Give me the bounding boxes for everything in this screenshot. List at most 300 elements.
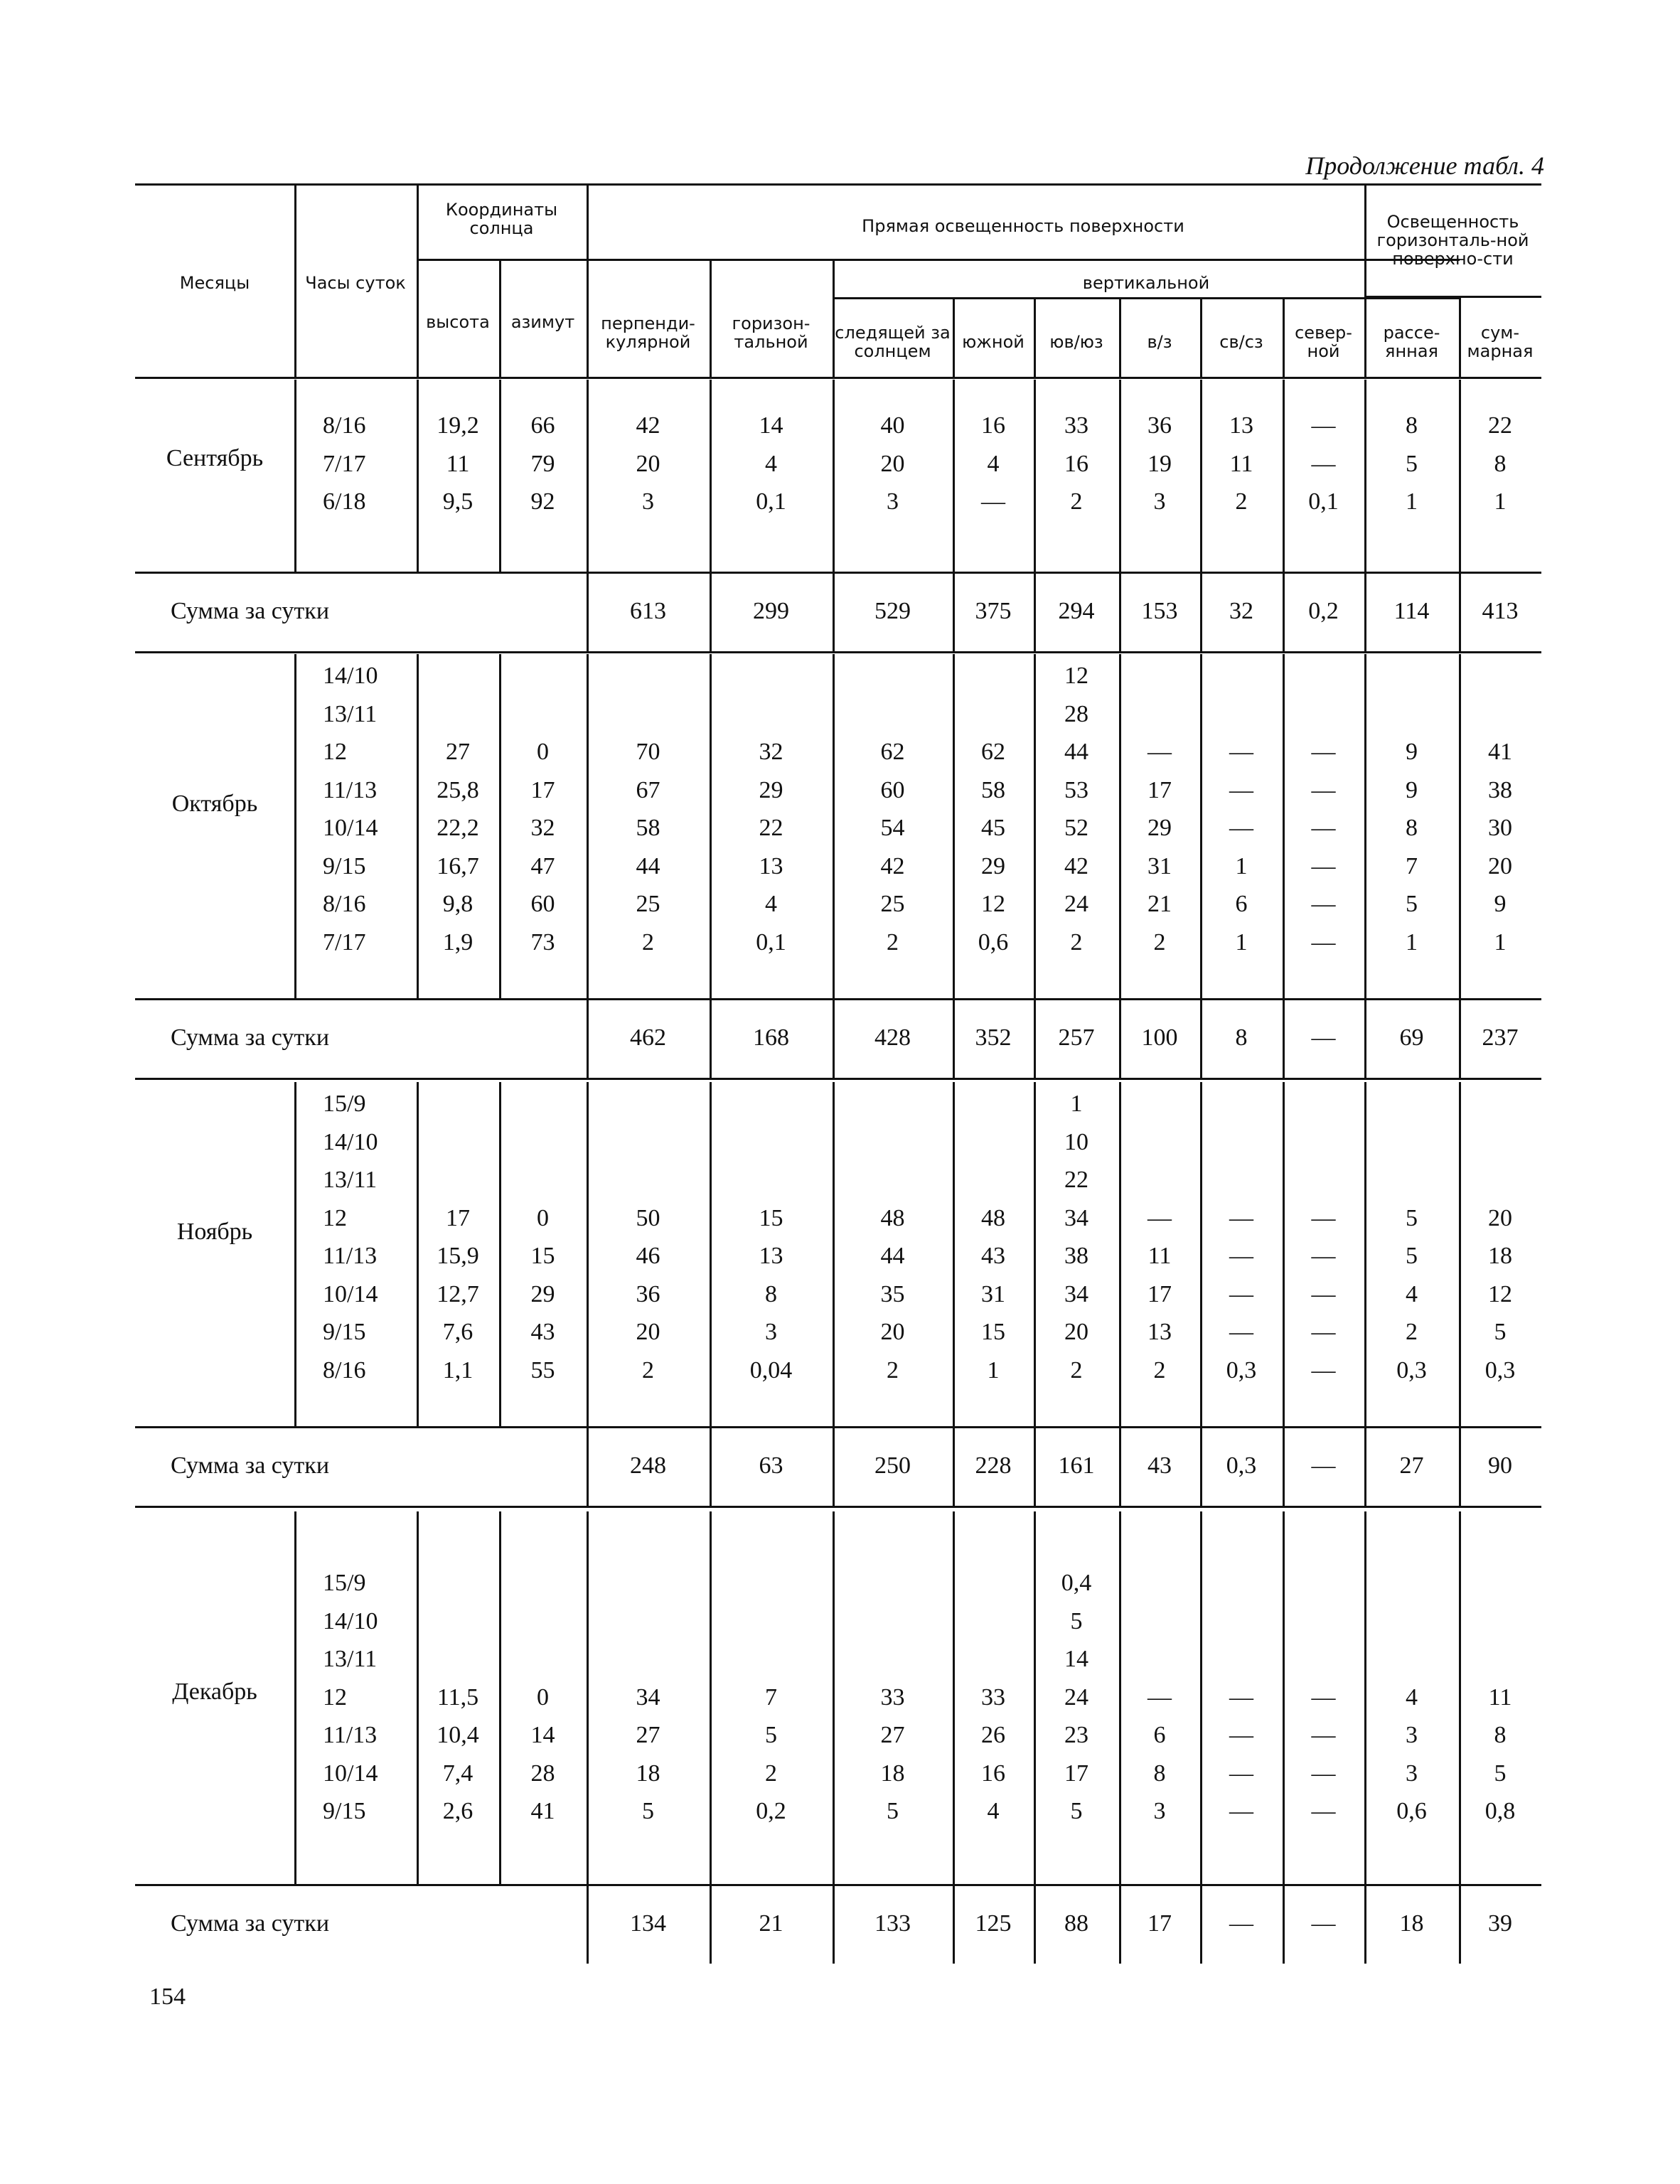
table-cell: 34 xyxy=(1064,1280,1088,1307)
table-cell: 17 xyxy=(1147,1280,1172,1307)
table-cell: 33 xyxy=(1064,412,1088,439)
hours-value: 12 xyxy=(323,1684,347,1711)
table-cell: 1 xyxy=(1494,488,1507,515)
table-cell: — xyxy=(1229,1204,1253,1231)
hours-value: 9/15 xyxy=(323,1319,366,1345)
sum-cell: 88 xyxy=(1064,1910,1088,1937)
sum-cell: — xyxy=(1311,1452,1336,1479)
sum-cell: 237 xyxy=(1482,1024,1519,1051)
table-cell: 1 xyxy=(1494,928,1507,956)
header-vline xyxy=(1283,297,1285,377)
table-cell: 29 xyxy=(759,776,783,803)
table-cell: 42 xyxy=(1064,852,1088,879)
table-cell: 22 xyxy=(759,815,783,841)
table-cell: 11 xyxy=(446,450,470,477)
table-cell: 4 xyxy=(987,1798,1000,1824)
table-cell: 7 xyxy=(765,1684,777,1711)
sum-cell: 39 xyxy=(1488,1910,1512,1937)
header-bottom-rule xyxy=(135,377,1541,379)
table-cell: 13 xyxy=(759,852,783,879)
table-cell: 22 xyxy=(1488,412,1512,439)
table-cell: 48 xyxy=(880,1204,905,1231)
table-cell: 47 xyxy=(530,852,555,879)
table-cell: 29 xyxy=(981,852,1005,879)
table-cell: 42 xyxy=(636,412,660,439)
hours-value: 10/14 xyxy=(323,1280,378,1307)
table-cell: 7,6 xyxy=(442,1319,473,1345)
table-cell: 31 xyxy=(1147,852,1172,879)
table-cell: 18 xyxy=(636,1760,660,1787)
table-cell: — xyxy=(1311,412,1336,439)
header-south: южной xyxy=(962,331,1024,352)
sum-cell: — xyxy=(1311,1024,1336,1051)
table-cell: — xyxy=(1311,1684,1336,1711)
header-ne-nw: св/сз xyxy=(1219,331,1263,352)
sum-cell: 32 xyxy=(1229,598,1253,624)
header-vline xyxy=(1034,297,1036,377)
sum-cell: 153 xyxy=(1141,598,1178,624)
hours-value: 8/16 xyxy=(323,891,366,917)
table-cell: 27 xyxy=(636,1722,660,1748)
header-se-sw: юв/юз xyxy=(1049,331,1103,352)
hours-value: 11/13 xyxy=(323,1722,378,1748)
table-cell: — xyxy=(1311,1356,1336,1383)
page-number: 154 xyxy=(149,1984,186,2010)
hours-value: 11/13 xyxy=(323,1243,378,1269)
table-cell: 5 xyxy=(1494,1760,1507,1787)
table-cell: 62 xyxy=(880,739,905,765)
sum-label: Сумма за сутки xyxy=(171,1024,330,1051)
table-cell: 5 xyxy=(765,1722,777,1748)
header-vline xyxy=(417,183,419,377)
table-cell: 8 xyxy=(1494,450,1507,477)
month-label: Октябрь xyxy=(171,791,258,817)
sum-cell: 294 xyxy=(1058,598,1095,624)
table-cell: 9 xyxy=(1494,891,1507,917)
header-hours: Часы суток xyxy=(305,273,406,293)
table-cell: 5 xyxy=(1070,1798,1083,1824)
table-cell: — xyxy=(1229,776,1253,803)
table-cell: 27 xyxy=(446,739,470,765)
sum-cell: 114 xyxy=(1393,598,1430,624)
table-cell: — xyxy=(1147,1204,1172,1231)
table-cell: 2 xyxy=(1070,488,1083,515)
sum-label: Сумма за сутки xyxy=(171,598,330,624)
table-cell: 14 xyxy=(1064,1646,1088,1672)
sum-cell: 250 xyxy=(874,1452,911,1479)
table-cell: 38 xyxy=(1488,776,1512,803)
table-cell: 6 xyxy=(1235,891,1248,917)
hours-value: 15/9 xyxy=(323,1570,366,1596)
table-cell: 0,8 xyxy=(1484,1798,1516,1824)
table-cell: 55 xyxy=(530,1356,555,1383)
header-horizontal-surface: Освещенность горизонталь-ной поверхно-сти xyxy=(1376,212,1529,269)
table-cell: 7 xyxy=(1406,852,1418,879)
header-vline xyxy=(1364,183,1366,377)
table-cell: 16,7 xyxy=(437,852,479,879)
hours-value: 14/10 xyxy=(323,663,378,689)
table-cell: 3 xyxy=(1153,1798,1166,1824)
hours-value: 13/11 xyxy=(323,1646,378,1672)
sum-cell: 100 xyxy=(1141,1024,1178,1051)
header-horizontal: горизон-тальной xyxy=(732,314,810,352)
table-cell: 58 xyxy=(981,776,1005,803)
hours-value: 7/17 xyxy=(323,450,366,477)
table-cell: 8 xyxy=(765,1280,777,1307)
table-cell: 25 xyxy=(880,891,905,917)
table-cell: — xyxy=(1311,1280,1336,1307)
table-cell: 20 xyxy=(880,450,905,477)
table-cell: 0,4 xyxy=(1061,1570,1092,1596)
table-cell: 19 xyxy=(1147,450,1172,477)
header-vline xyxy=(587,183,589,377)
table-cell: 50 xyxy=(636,1204,660,1231)
table-cell: 9,5 xyxy=(442,488,473,515)
table-cell: 1 xyxy=(1235,928,1248,956)
table-cell: 20 xyxy=(1064,1319,1088,1345)
table-cell: 52 xyxy=(1064,815,1088,841)
table-cell: 0 xyxy=(537,1204,549,1231)
table-cell: 54 xyxy=(880,815,905,841)
table-cell: — xyxy=(1311,1204,1336,1231)
header-vline xyxy=(1459,296,1461,377)
table-cell: 15 xyxy=(759,1204,783,1231)
table-cell: 36 xyxy=(636,1280,660,1307)
table-cell: 4 xyxy=(765,450,777,477)
body-vline xyxy=(294,380,296,572)
table-cell: 3 xyxy=(642,488,654,515)
sum-cell: 413 xyxy=(1482,598,1519,624)
header-vline xyxy=(1200,297,1202,377)
header-total: сум-марная xyxy=(1467,322,1534,361)
table-cell: 9 xyxy=(1406,776,1418,803)
table-cell: 4 xyxy=(1406,1280,1418,1307)
table-cell: 26 xyxy=(981,1722,1005,1748)
table-cell: 1 xyxy=(1406,928,1418,956)
table-cell: 11 xyxy=(1229,450,1253,477)
table-cell: 5 xyxy=(1070,1607,1083,1634)
sum-cell: 352 xyxy=(975,1024,1012,1051)
table-cell: 73 xyxy=(530,928,555,956)
sum-cell: 133 xyxy=(874,1910,911,1937)
header-months: Месяцы xyxy=(179,273,250,293)
header-direct-illumination: Прямая освещенность поверхности xyxy=(862,216,1184,236)
table-cell: 33 xyxy=(981,1684,1005,1711)
header-rule-horiz xyxy=(1364,296,1541,298)
table-cell: 4 xyxy=(987,450,1000,477)
table-cell: — xyxy=(1311,1243,1336,1269)
table-cell: 0,6 xyxy=(978,928,1009,956)
table-cell: 20 xyxy=(880,1319,905,1345)
table-cell: 0,6 xyxy=(1396,1798,1427,1824)
sum-cell: 299 xyxy=(753,598,789,624)
table-cell: 17 xyxy=(1147,776,1172,803)
sum-cell: 90 xyxy=(1488,1452,1512,1479)
table-cell: 16 xyxy=(981,412,1005,439)
table-cell: 29 xyxy=(1147,815,1172,841)
table-cell: 44 xyxy=(880,1243,905,1269)
table-cell: 4 xyxy=(1406,1684,1418,1711)
table-caption: Продолжение табл. 4 xyxy=(1305,151,1544,180)
header-vline xyxy=(710,259,712,377)
table-cell: — xyxy=(1311,1319,1336,1345)
table-cell: 17 xyxy=(446,1204,470,1231)
table-cell: 43 xyxy=(981,1243,1005,1269)
hours-value: 14/10 xyxy=(323,1128,378,1155)
hours-value: 12 xyxy=(323,1204,347,1231)
table-cell: 4 xyxy=(765,891,777,917)
table-cell: 1,1 xyxy=(442,1356,473,1383)
sum-cell: 63 xyxy=(759,1452,783,1479)
table-cell: 48 xyxy=(981,1204,1005,1231)
table-cell: 15 xyxy=(530,1243,555,1269)
header-diffuse: рассе-янная xyxy=(1383,322,1440,361)
table-cell: 1 xyxy=(1235,852,1248,879)
table-cell: 2 xyxy=(1070,928,1083,956)
table-cell: — xyxy=(1229,1319,1253,1345)
table-cell: 16 xyxy=(1064,450,1088,477)
table-cell: — xyxy=(1311,891,1336,917)
sum-cell: 529 xyxy=(874,598,911,624)
hours-value: 13/11 xyxy=(323,1167,378,1193)
table-cell: 2 xyxy=(1406,1319,1418,1345)
table-cell: 10 xyxy=(1064,1128,1088,1155)
table-cell: 30 xyxy=(1488,815,1512,841)
table-cell: 18 xyxy=(1488,1243,1512,1269)
body-vline xyxy=(294,1511,296,1884)
header-azimuth: азимут xyxy=(510,312,575,332)
table-cell: — xyxy=(1311,739,1336,765)
table-cell: 5 xyxy=(1406,1243,1418,1269)
header-sun-coords: Координаты солнца xyxy=(445,200,558,238)
sum-cell: 257 xyxy=(1058,1024,1095,1051)
table-cell: 8 xyxy=(1494,1722,1507,1748)
table-cell: 53 xyxy=(1064,776,1088,803)
sum-label: Сумма за сутки xyxy=(171,1452,330,1479)
table-cell: — xyxy=(981,488,1005,515)
hours-value: 9/15 xyxy=(323,852,366,879)
table-cell: — xyxy=(1229,1722,1253,1748)
table-cell: 36 xyxy=(1147,412,1172,439)
table-cell: 40 xyxy=(880,412,905,439)
header-vline xyxy=(1119,297,1121,377)
table-cell: 5 xyxy=(1406,891,1418,917)
table-cell: 28 xyxy=(530,1760,555,1787)
table-cell: 12 xyxy=(1064,663,1088,689)
table-cell: 16 xyxy=(981,1760,1005,1787)
table-cell: 38 xyxy=(1064,1243,1088,1269)
table-cell: 9,8 xyxy=(442,891,473,917)
table-cell: 11,5 xyxy=(437,1684,479,1711)
table-top-rule xyxy=(135,183,1541,186)
month-label: Ноябрь xyxy=(176,1219,253,1245)
sum-cell: — xyxy=(1229,1910,1253,1937)
table-cell: — xyxy=(1147,739,1172,765)
table-cell: 11 xyxy=(1147,1243,1172,1269)
table-cell: 33 xyxy=(880,1684,905,1711)
table-cell: 0 xyxy=(537,1684,549,1711)
table-cell: — xyxy=(1311,928,1336,956)
sum-cell: 134 xyxy=(630,1910,666,1937)
table-cell: 9 xyxy=(1406,739,1418,765)
table-cell: 15,9 xyxy=(437,1243,479,1269)
table-cell: 1 xyxy=(1070,1091,1083,1117)
hours-value: 8/16 xyxy=(323,1356,366,1383)
table-cell: — xyxy=(1229,1280,1253,1307)
table-cell: 42 xyxy=(880,852,905,879)
table-cell: 5 xyxy=(1494,1319,1507,1345)
table-cell: 92 xyxy=(530,488,555,515)
sum-cell: 248 xyxy=(630,1452,666,1479)
table-cell: 44 xyxy=(1064,739,1088,765)
sum-label: Сумма за сутки xyxy=(171,1910,330,1937)
table-cell: — xyxy=(1229,1684,1253,1711)
table-cell: — xyxy=(1229,1760,1253,1787)
header-height: высота xyxy=(426,312,490,332)
header-rule-direct xyxy=(587,259,1460,261)
table-cell: 60 xyxy=(880,776,905,803)
table-cell: — xyxy=(1229,815,1253,841)
header-tracking: следящей за солнцем xyxy=(835,322,951,361)
table-cell: 66 xyxy=(530,412,555,439)
header-vline xyxy=(953,297,955,377)
table-cell: 3 xyxy=(1153,488,1166,515)
table-cell: 13 xyxy=(759,1243,783,1269)
table-cell: 41 xyxy=(530,1798,555,1824)
table-cell: — xyxy=(1229,1243,1253,1269)
hours-value: 10/14 xyxy=(323,815,378,841)
sum-cell: 69 xyxy=(1399,1024,1424,1051)
sum-cell: 0,2 xyxy=(1308,598,1339,624)
table-cell: 35 xyxy=(880,1280,905,1307)
table-cell: 25 xyxy=(636,891,660,917)
section-bottom-rule xyxy=(135,1078,1541,1080)
table-cell: 67 xyxy=(636,776,660,803)
table-cell: 0,1 xyxy=(1308,488,1339,515)
table-cell: 19,2 xyxy=(437,412,479,439)
section-bottom-rule xyxy=(135,651,1541,653)
table-cell: 41 xyxy=(1488,739,1512,765)
table-cell: 12,7 xyxy=(437,1280,479,1307)
table-cell: 46 xyxy=(636,1243,660,1269)
table-cell: 8 xyxy=(1153,1760,1166,1787)
table-cell: 25,8 xyxy=(437,776,479,803)
sum-cell: 21 xyxy=(759,1910,783,1937)
table-cell: 44 xyxy=(636,852,660,879)
table-cell: 22 xyxy=(1064,1167,1088,1193)
header-perpendicular: перпенди-кулярной xyxy=(601,314,695,352)
table-cell: — xyxy=(1229,739,1253,765)
sum-cell: 462 xyxy=(630,1024,666,1051)
table-cell: 32 xyxy=(759,739,783,765)
table-cell: 3 xyxy=(887,488,899,515)
table-cell: 8 xyxy=(1406,815,1418,841)
sum-cell: 168 xyxy=(753,1024,789,1051)
header-rule-sun xyxy=(417,259,587,261)
table-cell: — xyxy=(1311,1760,1336,1787)
hours-value: 7/17 xyxy=(323,928,366,956)
table-cell: 24 xyxy=(1064,1684,1088,1711)
table-cell: 2 xyxy=(1070,1356,1083,1383)
table-cell: 11 xyxy=(1488,1684,1512,1711)
table-cell: — xyxy=(1311,1798,1336,1824)
table-cell: 6 xyxy=(1153,1722,1166,1748)
hours-value: 6/18 xyxy=(323,488,366,515)
sum-cell: 375 xyxy=(975,598,1012,624)
table-cell: 15 xyxy=(981,1319,1005,1345)
table-cell: 14 xyxy=(759,412,783,439)
table-cell: — xyxy=(1311,776,1336,803)
table-cell: 0,04 xyxy=(749,1356,793,1383)
sum-cell: 0,3 xyxy=(1226,1452,1257,1479)
header-north: север-ной xyxy=(1295,322,1352,361)
sum-cell: 8 xyxy=(1235,1024,1248,1051)
sum-cell: 18 xyxy=(1399,1910,1424,1937)
table-cell: 18 xyxy=(880,1760,905,1787)
table-cell: 1,9 xyxy=(442,928,473,956)
table-cell: 0 xyxy=(537,739,549,765)
table-cell: 21 xyxy=(1147,891,1172,917)
hours-value: 14/10 xyxy=(323,1607,378,1634)
header-vline xyxy=(499,259,501,377)
table-cell: 23 xyxy=(1064,1722,1088,1748)
month-label: Сентябрь xyxy=(166,445,264,472)
table-cell: 62 xyxy=(981,739,1005,765)
table-cell: 3 xyxy=(1406,1760,1418,1787)
table-cell: 20 xyxy=(636,450,660,477)
table-cell: 43 xyxy=(530,1319,555,1345)
hours-value: 10/14 xyxy=(323,1760,378,1787)
table-cell: 2 xyxy=(1153,1356,1166,1383)
table-cell: 10,4 xyxy=(437,1722,479,1748)
table-cell: 5 xyxy=(887,1798,899,1824)
table-cell: 3 xyxy=(1406,1722,1418,1748)
table-cell: 58 xyxy=(636,815,660,841)
table-cell: 0,3 xyxy=(1484,1356,1516,1383)
table-cell: 2 xyxy=(1153,928,1166,956)
table-cell: 20 xyxy=(1488,1204,1512,1231)
table-cell: 34 xyxy=(636,1684,660,1711)
table-cell: 0,1 xyxy=(756,488,786,515)
table-cell: 2,6 xyxy=(442,1798,473,1824)
table-cell: 2 xyxy=(765,1760,777,1787)
sum-cell: 17 xyxy=(1147,1910,1172,1937)
table-cell: 2 xyxy=(642,1356,654,1383)
data-table xyxy=(135,183,1541,1969)
sum-cell: 428 xyxy=(874,1024,911,1051)
hours-value: 8/16 xyxy=(323,412,366,439)
table-cell: 45 xyxy=(981,815,1005,841)
table-cell: 2 xyxy=(642,928,654,956)
header-vertical: вертикальной xyxy=(1082,273,1210,293)
table-cell: 60 xyxy=(530,891,555,917)
table-cell: — xyxy=(1311,852,1336,879)
table-cell: 5 xyxy=(642,1798,654,1824)
table-cell: 0,1 xyxy=(756,928,786,956)
hours-value: 11/13 xyxy=(323,776,378,803)
table-cell: — xyxy=(1311,450,1336,477)
table-cell: 12 xyxy=(1488,1280,1512,1307)
table-cell: 17 xyxy=(1064,1760,1088,1787)
table-cell: 13 xyxy=(1147,1319,1172,1345)
sum-cell: 228 xyxy=(975,1452,1012,1479)
hours-value: 9/15 xyxy=(323,1798,366,1824)
table-cell: 24 xyxy=(1064,891,1088,917)
sum-cell: 161 xyxy=(1058,1452,1095,1479)
table-cell: 20 xyxy=(1488,852,1512,879)
table-cell: — xyxy=(1147,1684,1172,1711)
table-cell: 34 xyxy=(1064,1204,1088,1231)
